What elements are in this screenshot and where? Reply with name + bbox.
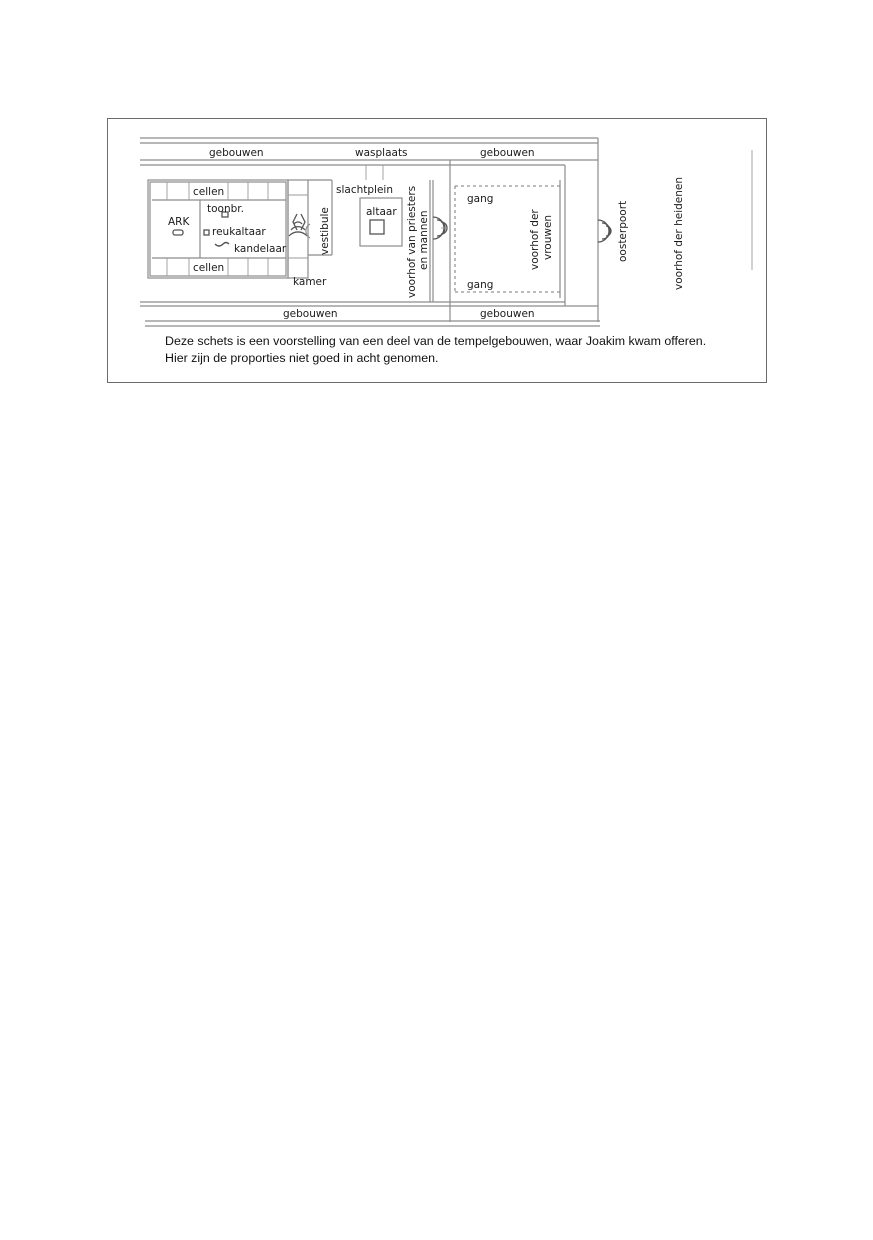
label-gang-bottom: gang (467, 279, 494, 291)
label-gang-top: gang (467, 193, 494, 205)
label-voorhof-heidenen: voorhof der heidenen (673, 176, 685, 290)
caption-line-1: Deze schets is een voorstelling van een deel van de tempelgebouwen, waar Joakim kwam offeren. (165, 334, 707, 348)
label-voorhof-priesters-line2: en mannen (418, 210, 430, 270)
label-slachtplein: slachtplein (336, 184, 393, 196)
label-cellen-bottom: cellen (193, 262, 225, 274)
wasplaats-connector (366, 165, 383, 180)
label-altaar: altaar (366, 206, 397, 218)
label-oosterpoort: oosterpoort (617, 200, 629, 262)
label-cellen-top: cellen (193, 186, 225, 198)
label-voorhof-vrouwen-line1: voorhof der (529, 209, 541, 270)
label-ark: ARK (168, 216, 190, 228)
label-kamer: kamer (293, 276, 327, 288)
figure-caption (165, 333, 745, 367)
label-wasplaats: wasplaats (355, 147, 408, 159)
priests-court-wall (430, 180, 447, 302)
label-gebouwen-top-left: gebouwen (209, 147, 264, 159)
label-gebouwen-bottom-right: gebouwen (480, 308, 535, 320)
caption-line-2: Hier zijn de proporties niet goed in acht genomen. (165, 351, 439, 365)
label-voorhof-priesters-line1: voorhof van priesters (406, 185, 418, 298)
label-voorhof-vrouwen-line2: vrouwen (542, 214, 554, 260)
label-reukaltaar: reukaltaar (212, 226, 266, 238)
label-gebouwen-bottom-left: gebouwen (283, 308, 338, 320)
label-gebouwen-top-right: gebouwen (480, 147, 535, 159)
label-vestibule: vestibule (319, 207, 331, 255)
label-toonbr: toonbr. (207, 203, 244, 215)
label-kandelaar: kandelaar (234, 243, 287, 255)
